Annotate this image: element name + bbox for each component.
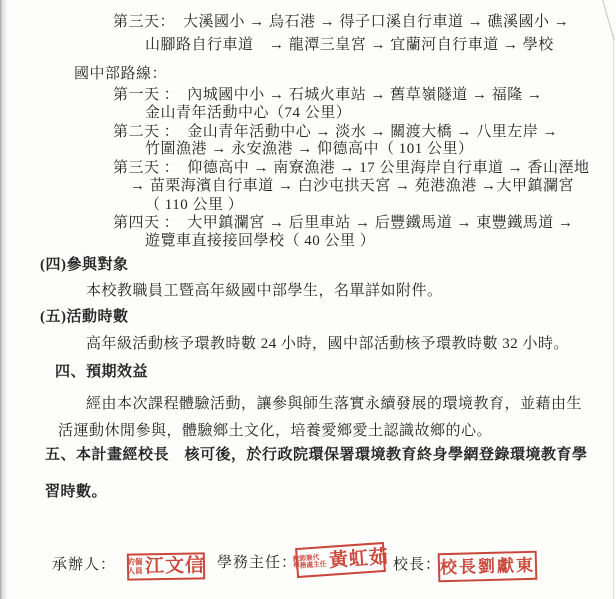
organizer-stamp-title-line2: 人員 bbox=[127, 565, 143, 576]
approval-clause-line1: 五、本計畫經校長 核可後，於行政院環保署環境教育終身學網登錄環境教育學 bbox=[45, 447, 588, 463]
route-junior-day1-line2: 金山青年活動中心（74 公里） bbox=[145, 105, 352, 121]
benefits-body-line2: 活運動休閒參與，體驗鄉土文化，培養愛鄉愛土認識故鄉的心。 bbox=[58, 423, 493, 439]
route-junior-day4-line1: 第四天 ： 大甲鎮瀾宮 → 后里車站 → 后豐鐵馬道 → 東豐鐵馬道 → bbox=[113, 215, 574, 231]
organizer-stamp bbox=[127, 552, 205, 580]
participants-heading: (四)參與對象 bbox=[40, 257, 129, 273]
organizer-stamp-title bbox=[127, 559, 143, 576]
route-junior-day4-line2: 遊覽車直接接回學校（ 40 公里 ） bbox=[145, 233, 376, 249]
scan-edge-left bbox=[0, 0, 8, 599]
route-junior-day3-line1: 第三天 ： 仰德高中 → 南寮漁港 → 17 公里海岸自行車道 → 香山溼地 bbox=[113, 160, 590, 176]
director-stamp-title bbox=[292, 554, 328, 571]
route-senior-day3-line1: 第三天： 大溪國小 → 烏石港 → 得子口溪自行車道 → 礁溪國小 → bbox=[113, 14, 570, 30]
organizer-label: 承辦人： bbox=[52, 557, 117, 573]
approval-clause-line2: 習時數。 bbox=[45, 484, 108, 500]
page-curl-artifact bbox=[601, 0, 615, 40]
route-junior-day3-line2: → 苗栗海濱自行車道 → 白沙屯拱天宮 → 苑港漁港 →大甲鎮瀾宮 bbox=[130, 178, 575, 194]
principal-label: 校長： bbox=[393, 557, 442, 573]
route-senior-day3-line2: 山腳路自行車道 → 龍潭三皇宮 → 宜蘭河自行車道 → 學校 bbox=[145, 37, 554, 53]
route-junior-day3-line3: （ 110 公里 ） bbox=[145, 197, 244, 213]
route-junior-day1-line1: 第一天 ： 內城國中小 → 石城火車站 → 舊草嶺隧道 → 福隆 → bbox=[113, 87, 543, 103]
director-stamp bbox=[292, 542, 390, 578]
route-junior-day2-line1: 第二天 ： 金山青年活動中心 → 淡水 → 關渡大橋 → 八里左岸 → bbox=[113, 124, 559, 140]
principal-stamp bbox=[438, 551, 538, 583]
hours-heading: (五)活動時數 bbox=[40, 309, 129, 325]
route-junior-day2-line2: 竹圍漁港 → 永安漁港 → 仰德高中（ 101 公里） bbox=[145, 141, 474, 157]
scan-edge-right bbox=[613, 34, 614, 599]
director-label: 學務主任： bbox=[217, 555, 298, 571]
benefits-heading: 四、預期效益 bbox=[55, 364, 149, 380]
organizer-stamp-title-line1: 約僱 bbox=[127, 557, 143, 567]
junior-routes-heading: 國中部路線： bbox=[74, 66, 168, 82]
participants-body: 本校教職員工暨高年級國中部學生，名單詳如附件。 bbox=[86, 283, 443, 299]
hours-body: 高年級活動核予環教時數 24 小時，國中部活動核予環教時數 32 小時。 bbox=[86, 336, 570, 352]
benefits-body-line1: 經由本次課程體驗活動，讓參與師生落實永續發展的環境教育，並藉由生 bbox=[86, 396, 583, 412]
director-stamp-name: 黃虹茹 bbox=[328, 546, 390, 572]
organizer-stamp-name: 江文信 bbox=[144, 555, 206, 578]
principal-stamp-name: 校長劉獻東 bbox=[439, 555, 536, 578]
director-stamp-title-line2: 學務處主任 bbox=[292, 560, 327, 571]
director-stamp-title-line1: 教師兼代 bbox=[292, 553, 320, 563]
